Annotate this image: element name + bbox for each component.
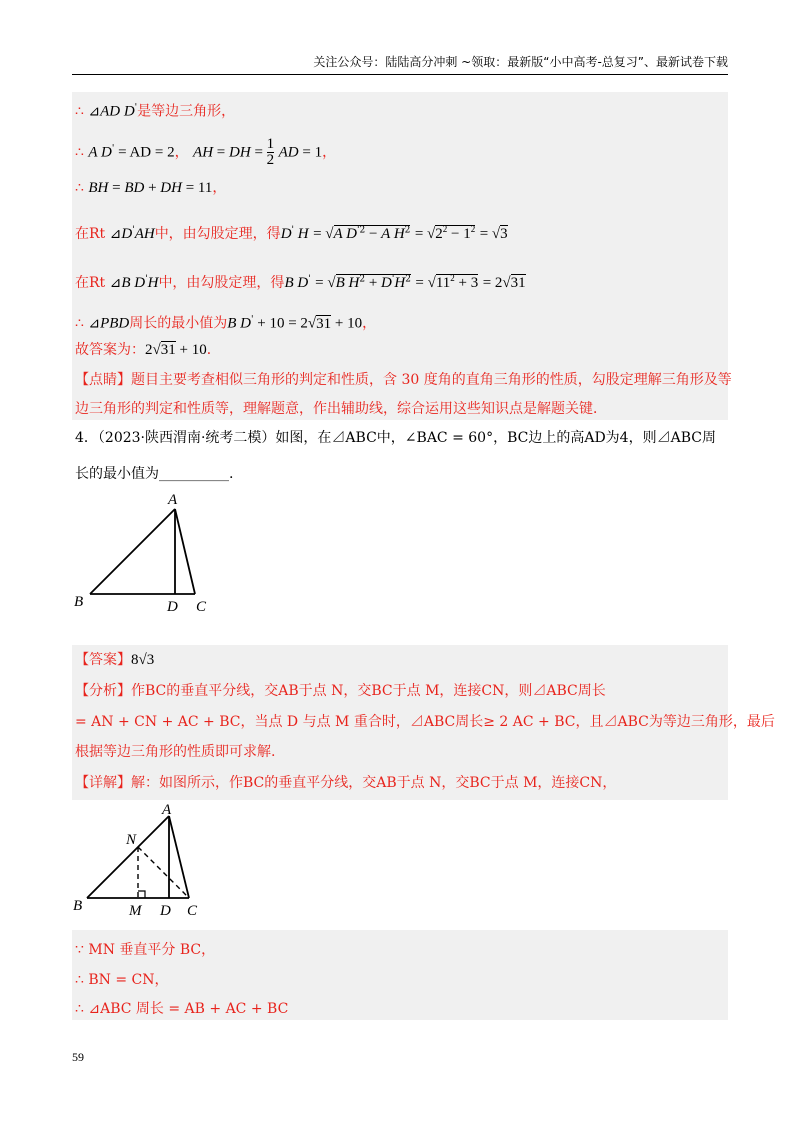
comment-line-2: 边三角形的判定和性质等，理解题意，作出辅助线，综合运用这些知识点是解题关键． [75,401,607,417]
analysis-line-2: = AN + CN + AC + BC，当点 D 与点 M 重合时，⊿ABC周长≥ 2 AC + BC，且⊿ABC为等边三角形，最后 [75,714,775,730]
solution-line-4: 在Rt ⊿D'AH中，由勾股定理，得D' H = √A $D^{'2} - A$ $H^2 = √2^2 - 1^2 = √3$ [75,224,508,242]
analysis-tag: 【分析】 [75,683,131,699]
label-a: A [162,802,172,818]
label-n: N [126,832,137,848]
triangle-figure [60,484,230,619]
solution-line-3: ∴ BH = BD + DH = 11， [75,180,227,196]
detail-line-1: 【详解】解：如图所示，作BC的垂直平分线，交AB于点 N，交BC于点 M，连接CN， [75,775,617,791]
header-text: 关注公众号：陆陆高分冲刺 ~领取：最新版“小中高考-总复习”、最新试卷下载 [313,55,728,69]
page-header [72,54,728,75]
segment-cn [138,847,189,898]
label-c: C [196,599,207,615]
answer-tag: 【答案】 [75,652,131,668]
solution-line-1: ∴ ⊿AD D'是等边三角形， [75,103,236,120]
solution-line-2: ∴ A D' = AD = 2， AH = DH = $\frac{1}{2}$ AD = 1， [75,136,337,168]
step-1: ∵ MN 垂直平分 BC， [75,942,216,958]
side-ab [90,509,175,594]
comment-line-1: 【点睛】题目主要考查相似三角形的判定和性质，含 30 度角的直角三角形的性质，勾股定理解三角形及等 [75,372,732,388]
question-line-2: 长的最小值为__________. [75,466,234,482]
step-2: ∴ BN = CN， [75,972,169,988]
right-angle-mark [138,891,145,898]
label-m: M [129,903,142,919]
label-a: A [168,492,178,508]
step-3: ∴ ⊿ABC 周长 = AB + AC + BC [75,1001,289,1017]
label-d: D [167,599,178,615]
detail-tag: 【详解】 [75,775,131,791]
side-ac [169,816,189,898]
page-number: 59 [72,1050,84,1064]
comment-tag: 【点睛】 [75,372,131,388]
label-b: B [73,898,83,914]
solution-line-6: ∴ ⊿PBD周长的最小值为B D' + 10 = 2√31 + 10， [75,315,377,332]
question-line-1: 4．（2023·陕西渭南·统考二模）如图，在⊿ABC中，∠BAC = 60°，BC边上的高AD为4，则⊿ABC周 [75,430,716,446]
label-c: C [187,903,198,919]
analysis-line-1: 【分析】作BC的垂直平分线，交AB于点 N，交BC于点 M，连接CN，则⊿ABC周长 [75,683,606,699]
side-ab [87,816,169,898]
answer-line [75,650,154,670]
label-d: D [160,903,171,919]
solution-line-5: 在Rt ⊿B D'H中，由勾股定理，得B D' = √B $H^2 + D'H^2 = √11^2 + 3 = 2√31$ [75,273,526,291]
solution-line-7: 故答案为：2√31 + 10． [75,342,221,358]
analysis-line-3: 根据等边三角形的性质即可求解. [75,744,276,760]
label-b: B [74,594,84,610]
side-ac [175,509,195,594]
answer-value: 8√3 [131,652,155,668]
construction-figure [72,800,214,922]
